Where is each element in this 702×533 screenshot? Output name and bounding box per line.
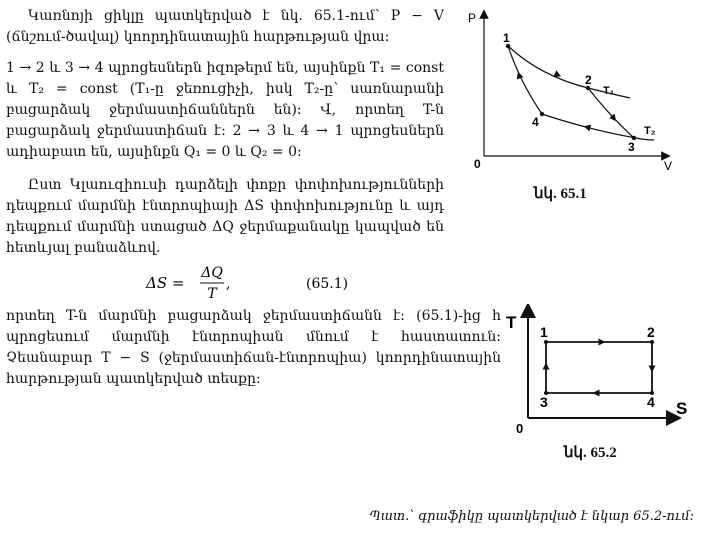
entropy-formula	[120, 262, 360, 302]
paragraph-carnot-intro: Կառնոյի ցիկլը պատկերված է նկ. 65.1-ում՝ P − V (ճնշում-ծավալ) կոորդինատային հարթության վրա:	[6, 8, 444, 45]
figure-ts-diagram	[504, 304, 700, 442]
state-point-4	[540, 112, 544, 116]
formula-numerator: ΔQ	[201, 265, 223, 281]
isotherm-t2	[542, 114, 654, 140]
state-point-2	[650, 340, 654, 344]
adiabat-4-1	[508, 46, 542, 114]
formula-number: (65.1)	[306, 276, 349, 292]
point-label-3: 3	[628, 140, 635, 154]
formula-comma: ,	[226, 276, 231, 292]
formula-denominator: T	[207, 286, 217, 302]
isotherm-label-t2: T₂	[644, 125, 656, 137]
paragraph-isotherms: 1 → 2 և 3 → 4 պրոցեսներն իզոթերմ են, այսինքն T₁ = const և T₂ = const (T₁-ը ջեռուցիչի, իսկ T₂-ը՝ սառնարանի բացարձակ ջերմաստիճաններն են): Վ, որտեղ T-ն բացարձակ ջերմաստիճան է: 2 → 3 և 4 → 1 պրոցեսներն ադիաբատ են, այսինքն Q₁ = 0 և Q₂ = 0:	[6, 60, 444, 160]
axis-label-v: V	[664, 159, 673, 173]
axis-label-t: T	[506, 313, 517, 332]
isotherm-label-t1: T₁	[603, 85, 615, 97]
point-label-1: 1	[540, 324, 548, 340]
point-label-4: 4	[647, 394, 655, 410]
point-label-1: 1	[503, 31, 510, 45]
axis-label-p: P	[468, 11, 477, 25]
figure2-caption: նկ. 65.2	[564, 445, 617, 461]
arrow-1-2	[556, 74, 558, 75]
origin-label: 0	[516, 421, 524, 436]
state-point-1	[544, 340, 548, 344]
figure1-caption: նկ. 65.1	[534, 186, 587, 202]
point-label-2: 2	[585, 73, 592, 87]
formula-lhs: ΔS =	[146, 274, 185, 292]
paragraph-clausius: Ըստ Կլաուզիուսի դարձելի փոքր փոփոխությունների դեպքում մարմնի էնտրոպիայի ΔS փոփոխությունը և այդ դեպքում մարմնի ստացած ΔQ ջերմաքանակը կապված են հետևյալ բանաձևով.	[6, 177, 444, 256]
axis-label-s: S	[676, 399, 688, 418]
origin-label: 0	[474, 157, 481, 171]
answer-text: Պատ.՝ գրաֆիկը պատկերված է նկար 65.2-ում:	[369, 509, 694, 524]
paragraph-ts-diagram: որտեղ T-ն մարմնի բացարձակ ջերմաստիճանն է: (65.1)-ից h պրոցեսում մարմնի էնտրոպիան մնում է հաստատուն: Չեանաբար T − S (ջերմաստիճան-էնտրոպիա) կոորդինատային հարթության պատկերված տեսքը:	[6, 308, 501, 387]
point-label-4: 4	[532, 115, 539, 129]
point-label-2: 2	[647, 324, 655, 340]
figure-pv-diagram	[460, 8, 680, 182]
point-label-3: 3	[540, 394, 548, 410]
